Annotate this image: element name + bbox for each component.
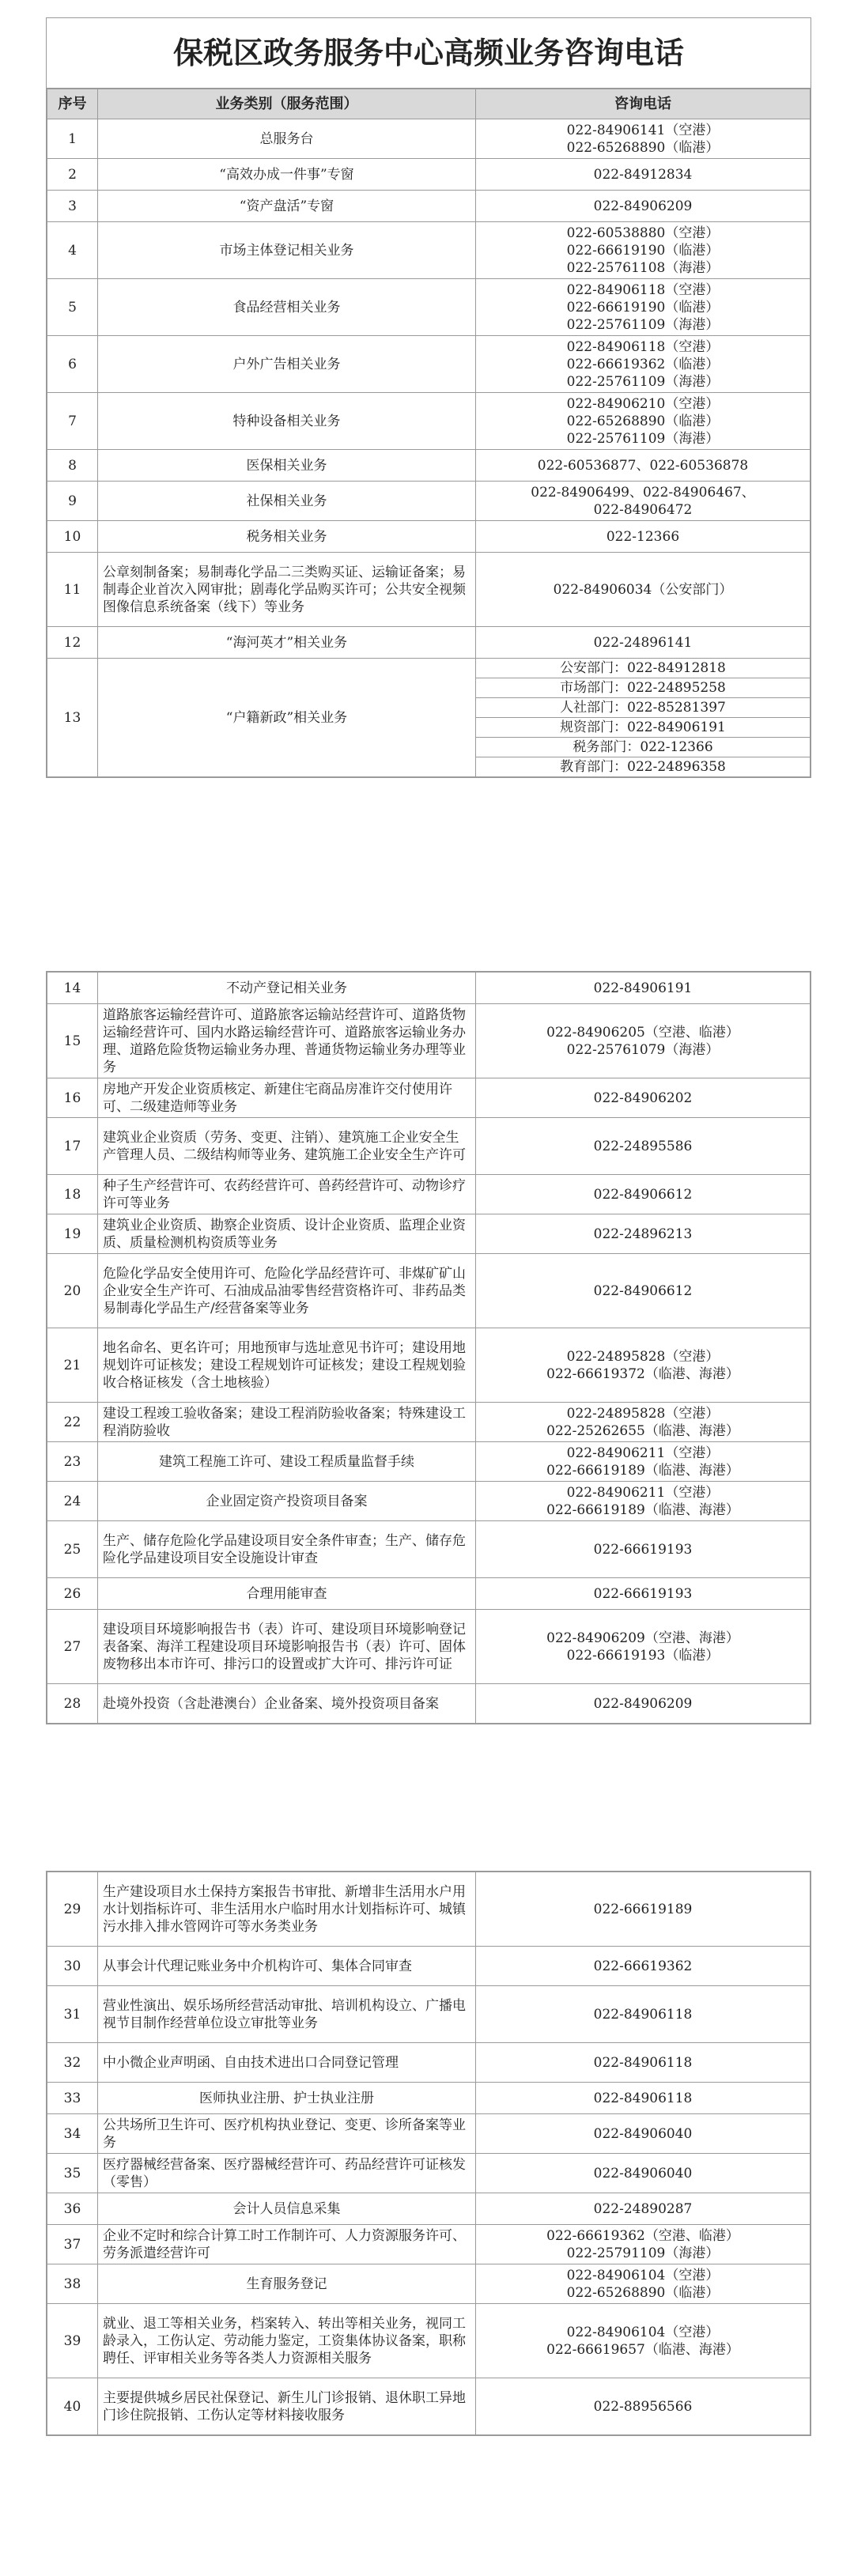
row-number: 5	[47, 279, 98, 336]
table-row	[47, 1214, 811, 1254]
row-number: 13	[47, 659, 98, 777]
phone-cell	[476, 2043, 811, 2083]
row-number: 9	[47, 482, 98, 521]
business-category: 不动产登记相关业务	[98, 973, 476, 1004]
phone-cell	[476, 2083, 811, 2114]
table-row	[47, 1578, 811, 1610]
phone-cell	[476, 450, 811, 482]
table-row	[47, 222, 811, 279]
phone-cell	[476, 1254, 811, 1328]
row-number: 32	[47, 2043, 98, 2083]
department-phone: 公安部门：022-84912818	[476, 659, 810, 678]
business-category: “高效办成一件事”专窗	[98, 159, 476, 191]
business-category: 生产、储存危险化学品建设项目安全条件审查；生产、储存危险化学品建设项目安全设施设计审查	[98, 1521, 476, 1578]
phone-number: 022-66619190（临港）	[566, 242, 720, 259]
phone-cell	[476, 1175, 811, 1214]
phone-number: 022-66619189（临港、海港）	[546, 1462, 739, 1479]
business-category: 就业、退工等相关业务，档案转入、转出等相关业务，视同工龄录入，工伤认定、劳动能力鉴定，工资集体协议备案，职称聘任、评审相关业务等各类人力资源相关服务	[98, 2304, 476, 2378]
table-row	[47, 553, 811, 627]
phone-cell	[476, 159, 811, 191]
table-row	[47, 1947, 811, 1986]
table-row	[47, 1986, 811, 2043]
department-phone-list	[476, 659, 810, 776]
phone-number: 022-25791109（海港）	[566, 2245, 720, 2261]
phone-number: 022-66619362（临港）	[566, 356, 720, 372]
table-row	[47, 1175, 811, 1214]
row-number: 23	[47, 1442, 98, 1482]
table-row	[47, 1254, 811, 1328]
phone-number: 022-84906209	[593, 198, 693, 214]
row-number: 16	[47, 1078, 98, 1118]
phone-cell	[476, 1078, 811, 1118]
department-phone: 规资部门：022-84906191	[476, 718, 810, 738]
row-number: 7	[47, 393, 98, 450]
table-row	[47, 279, 811, 336]
phone-number: 022-25761108（海港）	[566, 259, 720, 276]
table-row	[47, 119, 811, 159]
department-phone: 市场部门：022-24895258	[476, 678, 810, 698]
business-category: “户籍新政”相关业务	[98, 659, 476, 777]
phone-number: 022-84912834	[593, 166, 693, 183]
row-number: 19	[47, 1214, 98, 1254]
row-number: 20	[47, 1254, 98, 1328]
phone-number: 022-84906118	[593, 2006, 693, 2023]
phone-number: 022-84906202	[593, 1090, 693, 1106]
phone-number: 022-84906104（空港）	[566, 2324, 720, 2340]
table-row	[47, 1078, 811, 1118]
business-category: 赴境外投资（含赴港澳台）企业备案、境外投资项目备案	[98, 1684, 476, 1724]
phone-number: 022-24895586	[593, 1138, 693, 1154]
row-number: 26	[47, 1578, 98, 1610]
row-number: 22	[47, 1403, 98, 1442]
row-number: 33	[47, 2083, 98, 2114]
phone-number: 022-84906118（空港）	[566, 281, 720, 298]
row-number: 24	[47, 1482, 98, 1521]
phone-number: 022-84906118	[593, 2054, 693, 2071]
header-no: 序号	[47, 89, 98, 119]
phone-number: 022-24896213	[593, 1226, 693, 1242]
business-category: 企业固定资产投资项目备案	[98, 1482, 476, 1521]
table-row	[47, 1328, 811, 1403]
row-number: 2	[47, 159, 98, 191]
phone-cell	[476, 2193, 811, 2225]
business-category: 企业不定时和综合计算工时工作制许可、人力资源服务许可、劳务派遣经营许可	[98, 2225, 476, 2264]
row-number: 15	[47, 1004, 98, 1078]
table-row	[47, 659, 811, 777]
row-number: 36	[47, 2193, 98, 2225]
table-row	[47, 336, 811, 393]
business-category: “资产盘活”专窗	[98, 191, 476, 222]
phone-number: 022-24896141	[593, 634, 693, 651]
row-number: 37	[47, 2225, 98, 2264]
business-category: 生育服务登记	[98, 2264, 476, 2304]
row-number: 40	[47, 2378, 98, 2435]
table-row	[47, 1521, 811, 1578]
row-number: 21	[47, 1328, 98, 1403]
business-category: 总服务台	[98, 119, 476, 159]
phone-cell	[476, 1986, 811, 2043]
phone-number: 022-66619362	[593, 1958, 693, 1974]
business-category: 合理用能审查	[98, 1578, 476, 1610]
table-row	[47, 159, 811, 191]
business-category: 主要提供城乡居民社保登记、新生儿门诊报销、退休职工异地门诊住院报销、工伤认定等材料接收服务	[98, 2378, 476, 2435]
phone-number: 022-24895828（空港）	[566, 1348, 720, 1365]
business-category: 医保相关业务	[98, 450, 476, 482]
table-row	[47, 1442, 811, 1482]
phone-cell	[476, 2304, 811, 2378]
business-category: 税务相关业务	[98, 521, 476, 553]
phone-number: 022-24890287	[593, 2200, 693, 2217]
business-category: 建筑工程施工许可、建设工程质量监督手续	[98, 1442, 476, 1482]
business-category: 会计人员信息采集	[98, 2193, 476, 2225]
row-number: 28	[47, 1684, 98, 1724]
phone-cell	[476, 1004, 811, 1078]
table-row	[47, 482, 811, 521]
business-category: 特种设备相关业务	[98, 393, 476, 450]
business-category: 营业性演出、娱乐场所经营活动审批、培训机构设立、广播电视节目制作经营单位设立审批等业务	[98, 1986, 476, 2043]
phone-number: 022-65268890（临港）	[566, 139, 720, 156]
phone-number: 022-25761109（海港）	[566, 430, 720, 447]
phone-number: 022-25761109（海港）	[566, 316, 720, 333]
phone-cell	[476, 1482, 811, 1521]
header-category: 业务类别（服务范围）	[98, 89, 476, 119]
phone-number: 022-24895828（空港）	[566, 1405, 720, 1422]
table-row	[47, 2378, 811, 2435]
phone-number: 022-12366	[606, 528, 680, 545]
phone-number: 022-84906211（空港）	[566, 1445, 720, 1461]
phone-number: 022-65268890（临港）	[566, 2284, 720, 2301]
business-category: 户外广告相关业务	[98, 336, 476, 393]
table-row	[47, 521, 811, 553]
phone-cell	[476, 659, 811, 777]
table-row	[47, 2043, 811, 2083]
phone-number: 022-66619193	[593, 1585, 693, 1602]
phone-number: 022-84906040	[593, 2125, 693, 2142]
business-category: 建设工程竣工验收备案；建设工程消防验收备案；特殊建设工程消防验收	[98, 1403, 476, 1442]
table-row	[47, 2083, 811, 2114]
table-row	[47, 1610, 811, 1684]
row-number: 38	[47, 2264, 98, 2304]
table-row	[47, 2193, 811, 2225]
phone-number: 022-65268890（临港）	[566, 413, 720, 429]
phone-number: 022-84906205（空港、临港）	[546, 1024, 739, 1041]
phone-number: 022-60536877、022-60536878	[537, 457, 749, 474]
phone-cell	[476, 521, 811, 553]
business-category: 建筑业企业资质（劳务、变更、注销）、建筑施工企业安全生产管理人员、二级结构师等业务、建筑施工企业安全生产许可	[98, 1118, 476, 1175]
business-category: 医疗器械经营备案、医疗器械经营许可、药品经营许可证核发（零售）	[98, 2154, 476, 2193]
phone-number: 022-84906118	[593, 2090, 693, 2106]
table-row	[47, 627, 811, 659]
business-category: 道路旅客运输经营许可、道路旅客运输站经营许可、道路货物运输经营许可、国内水路运输经营许可、道路旅客运输业务办理、道路危险货物运输业务办理、普通货物运输业务办理等业务	[98, 1004, 476, 1078]
row-number: 3	[47, 191, 98, 222]
business-category: 食品经营相关业务	[98, 279, 476, 336]
phone-number: 022-66619193	[593, 1541, 693, 1558]
header-phone: 咨询电话	[476, 89, 811, 119]
row-number: 39	[47, 2304, 98, 2378]
phone-cell	[476, 1328, 811, 1403]
business-category: 公章刻制备案；易制毒化学品二三类购买证、运输证备案；易制毒企业首次入网审批；剧毒化学品购买许可；公共安全视频图像信息系统备案（线下）等业务	[98, 553, 476, 627]
phone-number: 022-84906191	[593, 980, 693, 996]
phone-cell	[476, 191, 811, 222]
phone-number: 022-84906034（公安部门）	[553, 581, 733, 598]
table-row	[47, 2225, 811, 2264]
phone-number: 022-84906210（空港）	[566, 395, 720, 412]
business-category: 市场主体登记相关业务	[98, 222, 476, 279]
table-row	[47, 2114, 811, 2154]
table-row	[47, 1118, 811, 1175]
business-category: 种子生产经营许可、农药经营许可、兽药经营许可、动物诊疗许可等业务	[98, 1175, 476, 1214]
phone-number: 022-84906211（空港）	[566, 1484, 720, 1501]
phone-number: 022-84906499、022-84906467、	[531, 484, 755, 500]
table-row	[47, 1872, 811, 1947]
phone-number: 022-84906209	[593, 1695, 693, 1712]
department-phone: 教育部门：022-24896358	[560, 759, 726, 775]
row-number: 29	[47, 1872, 98, 1947]
row-number: 17	[47, 1118, 98, 1175]
phone-number: 022-84906040	[593, 2165, 693, 2181]
phone-cell	[476, 2114, 811, 2154]
phone-number: 022-84906209（空港、海港）	[546, 1630, 739, 1646]
business-category: 医师执业注册、护士执业注册	[98, 2083, 476, 2114]
phone-cell	[476, 1403, 811, 1442]
phone-cell	[476, 2225, 811, 2264]
department-phone: 税务部门：022-12366	[476, 738, 810, 757]
row-number: 4	[47, 222, 98, 279]
phone-cell	[476, 482, 811, 521]
business-category: 生产建设项目水土保持方案报告书审批、新增非生活用水户用水计划指标许可、非生活用水户临时用水计划指标许可、城镇污水排入排水管网许可等水务类业务	[98, 1872, 476, 1947]
row-number: 34	[47, 2114, 98, 2154]
phone-cell	[476, 393, 811, 450]
phone-cell	[476, 1214, 811, 1254]
phone-cell	[476, 336, 811, 393]
phone-number: 022-66619189	[593, 1901, 693, 1917]
table-row	[47, 1004, 811, 1078]
row-number: 14	[47, 973, 98, 1004]
phone-cell	[476, 119, 811, 159]
consultation-table-3	[46, 1871, 811, 2436]
phone-number: 022-25761109（海港）	[566, 373, 720, 390]
phone-number: 022-84906612	[593, 1282, 693, 1299]
table-row	[47, 2304, 811, 2378]
phone-cell	[476, 1442, 811, 1482]
table-row	[47, 393, 811, 450]
phone-cell	[476, 1872, 811, 1947]
phone-cell	[476, 1684, 811, 1724]
row-number: 25	[47, 1521, 98, 1578]
phone-number: 022-84906118（空港）	[566, 338, 720, 355]
department-phone: 人社部门：022-85281397	[476, 698, 810, 718]
page-title: 保税区政务服务中心高频业务咨询电话	[47, 18, 811, 89]
phone-number: 022-25262655（临港、海港）	[546, 1422, 739, 1439]
phone-number: 022-25761079（海港）	[566, 1041, 720, 1058]
row-number: 12	[47, 627, 98, 659]
row-number: 30	[47, 1947, 98, 1986]
business-category: “海河英才”相关业务	[98, 627, 476, 659]
phone-cell	[476, 553, 811, 627]
table-row	[47, 973, 811, 1004]
row-number: 18	[47, 1175, 98, 1214]
table-row	[47, 1403, 811, 1442]
phone-number: 022-84906472	[593, 501, 693, 518]
phone-number: 022-66619193（临港）	[566, 1647, 720, 1664]
phone-cell	[476, 1610, 811, 1684]
row-number: 6	[47, 336, 98, 393]
row-number: 11	[47, 553, 98, 627]
phone-number: 022-66619657（临港、海港）	[546, 2341, 739, 2358]
row-number: 1	[47, 119, 98, 159]
business-category: 建筑业企业资质、勘察企业资质、设计企业资质、监理企业资质、质量检测机构资质等业务	[98, 1214, 476, 1254]
phone-cell	[476, 973, 811, 1004]
table-row	[47, 1482, 811, 1521]
phone-cell	[476, 1521, 811, 1578]
table-row	[47, 2264, 811, 2304]
phone-cell	[476, 279, 811, 336]
business-category: 中小微企业声明函、自由技术进出口合同登记管理	[98, 2043, 476, 2083]
phone-number: 022-66619189（临港、海港）	[546, 1501, 739, 1518]
phone-cell	[476, 2264, 811, 2304]
phone-number: 022-60538880（空港）	[566, 225, 720, 241]
consultation-table-1	[46, 17, 811, 778]
phone-number: 022-88956566	[593, 2398, 693, 2415]
phone-number: 022-84906141（空港）	[566, 122, 720, 138]
phone-cell	[476, 2154, 811, 2193]
table-row	[47, 2154, 811, 2193]
phone-number: 022-66619372（临港、海港）	[546, 1365, 739, 1382]
business-category: 公共场所卫生许可、医疗机构执业登记、变更、诊所备案等业务	[98, 2114, 476, 2154]
row-number: 31	[47, 1986, 98, 2043]
phone-number: 022-66619362（空港、临港）	[546, 2227, 739, 2244]
row-number: 10	[47, 521, 98, 553]
phone-cell	[476, 2378, 811, 2435]
row-number: 35	[47, 2154, 98, 2193]
phone-cell	[476, 627, 811, 659]
phone-number: 022-84906104（空港）	[566, 2267, 720, 2283]
phone-cell	[476, 222, 811, 279]
business-category: 房地产开发企业资质核定、新建住宅商品房准许交付使用许可、二级建造师等业务	[98, 1078, 476, 1118]
phone-cell	[476, 1118, 811, 1175]
table-row	[47, 191, 811, 222]
consultation-table-2	[46, 971, 811, 1724]
business-category: 社保相关业务	[98, 482, 476, 521]
table-row	[47, 1684, 811, 1724]
phone-cell	[476, 1578, 811, 1610]
phone-cell	[476, 1947, 811, 1986]
business-category: 危险化学品安全使用许可、危险化学品经营许可、非煤矿矿山企业安全生产许可、石油成品油零售经营资格许可、非药品类易制毒化学品生产/经营备案等业务	[98, 1254, 476, 1328]
phone-number: 022-66619190（临港）	[566, 299, 720, 315]
table-row	[47, 450, 811, 482]
business-category: 建设项目环境影响报告书（表）许可、建设项目环境影响登记表备案、海洋工程建设项目环境影响报告书（表）许可、固体废物移出本市许可、排污口的设置或扩大许可、排污许可证	[98, 1610, 476, 1684]
row-number: 8	[47, 450, 98, 482]
row-number: 27	[47, 1610, 98, 1684]
business-category: 地名命名、更名许可；用地预审与选址意见书许可；建设用地规划许可证核发；建设工程规划许可证核发；建设工程规划验收合格证核发（含土地核验）	[98, 1328, 476, 1403]
phone-number: 022-84906612	[593, 1186, 693, 1203]
business-category: 从事会计代理记账业务中介机构许可、集体合同审查	[98, 1947, 476, 1986]
